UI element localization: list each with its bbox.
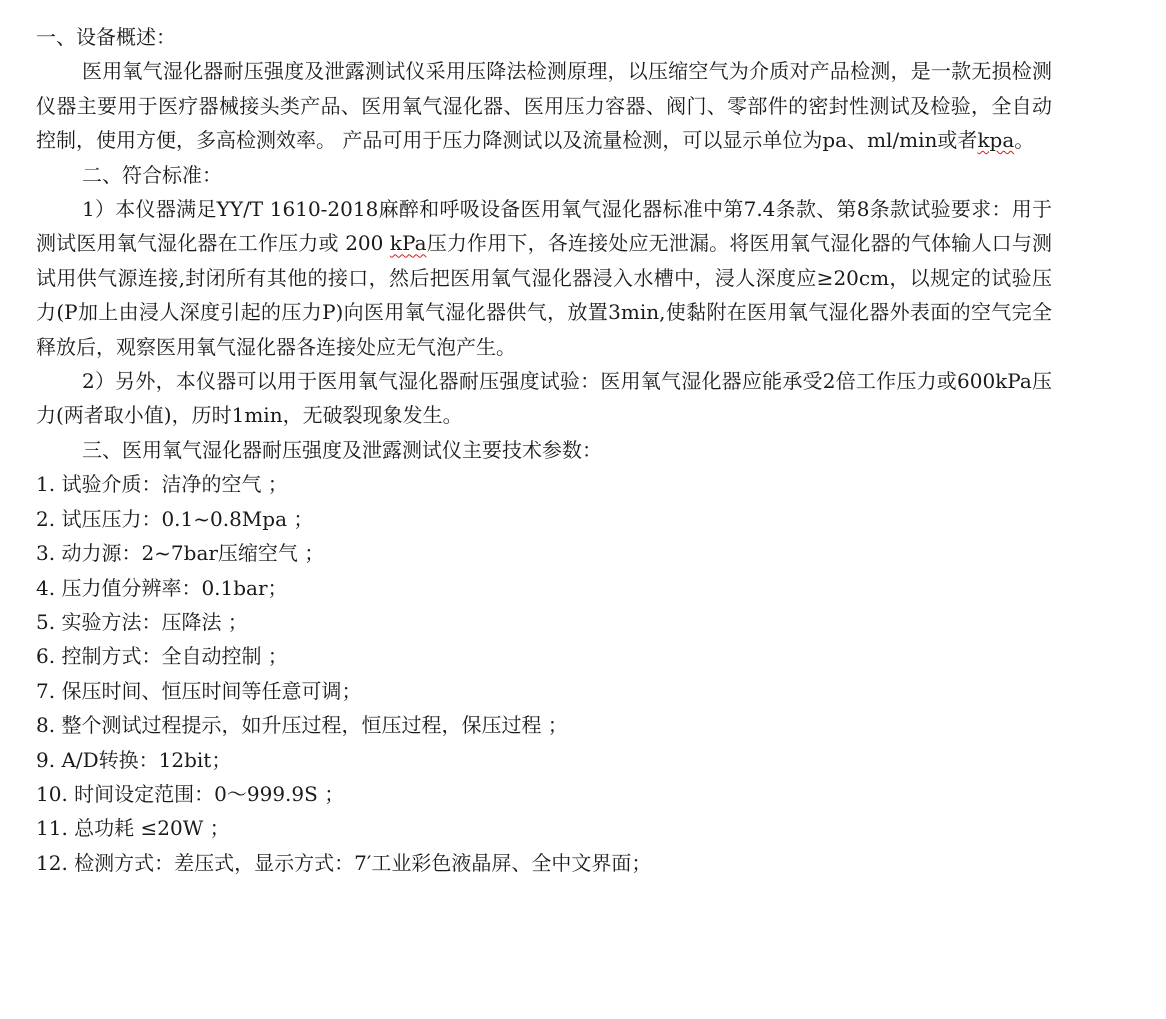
- spec-item: 1. 试验介质：洁净的空气 ；: [36, 472, 288, 497]
- spec-item: 11. 总功耗 ≤20W ；: [36, 816, 230, 841]
- section-heading-standards: 二、符合标准：: [82, 162, 222, 187]
- section-heading-specs: 三、医用氧气湿化器耐压强度及泄露测试仪主要技术参数：: [82, 437, 602, 462]
- spec-item: 6. 控制方式：全自动控制 ；: [36, 644, 288, 669]
- overview-text: 医用氧气湿化器耐压强度及泄露测试仪采用压降法检测原理，以压缩空气为介质对产品检测，是一款无损检测仪器主要用于医疗器械接头类产品、医用氧气湿化器、医用压力容器、阀门、零部件的密封性测试及检验，全自动控制，使用方便，多高检测效率。 产品可用于压力降测试以及流量检测，可以显示单位为pa、ml/min或者: [36, 59, 1052, 153]
- spec-item: 5. 实验方法：压降法 ；: [36, 609, 248, 634]
- overview-paragraph: [36, 54, 1052, 157]
- spec-item: 2. 试压压力：0.1~0.8Mpa ；: [36, 506, 314, 531]
- section-heading-overview: 一、设备概述：: [36, 25, 176, 49]
- overview-text-end: 。: [1014, 128, 1035, 153]
- spec-item: 3. 动力源：2~7bar压缩空气 ；: [36, 541, 325, 566]
- spec-item: 9. A/D转换：12bit；: [36, 747, 232, 772]
- spec-item: 4. 压力值分辨率：0.1bar；: [36, 575, 288, 600]
- spellcheck-underlined-word: kpa: [977, 128, 1015, 153]
- spec-item: 12. 检测方式：差压式，显示方式：7′工业彩色液晶屏、全中文界面；: [36, 850, 652, 875]
- document-body: [36, 20, 1052, 880]
- standards-item-1: [36, 192, 1052, 364]
- spec-item: 8. 整个测试过程提示，如升压过程，恒压过程，保压过程 ；: [36, 713, 568, 738]
- standards-item-1-text-cont: 压力作用下，各连接处应无泄漏。将医用氧气湿化器的气体输人口与测试用供气源连接,封闭所有其他的接口，然后把医用氧气湿化器浸入水槽中，浸人深度应≥20cm，以规定的试验压力(P加上由浸人深度引起的压力P)向医用氧气湿化器供气，放置3min,使黏附在医用氧气湿化器外表面的空气完全释放后，观察医用氧气湿化器各连接处应无气泡产生。: [36, 231, 1053, 359]
- spec-item: 10. 时间设定范围：0～999.9S ；: [36, 781, 345, 806]
- standards-item-1-text: 1）本仪器满足YY/T 1610-2018麻醉和呼吸设备医用氧气湿化器标准中第7.4条款、第8条款试验要求：用于测试医用氧气湿化器在工作压力或 200: [36, 197, 1052, 256]
- standards-item-2: 2）另外，本仪器可以用于医用氧气湿化器耐压强度试验：医用氧气湿化器应能承受2倍工作压力或600kPa压力(两者取小值)，历时1min，无破裂现象发生。: [36, 369, 1052, 428]
- spellcheck-underlined-word: kPa: [389, 231, 427, 256]
- spec-item: 7. 保压时间、恒压时间等任意可调；: [36, 678, 362, 703]
